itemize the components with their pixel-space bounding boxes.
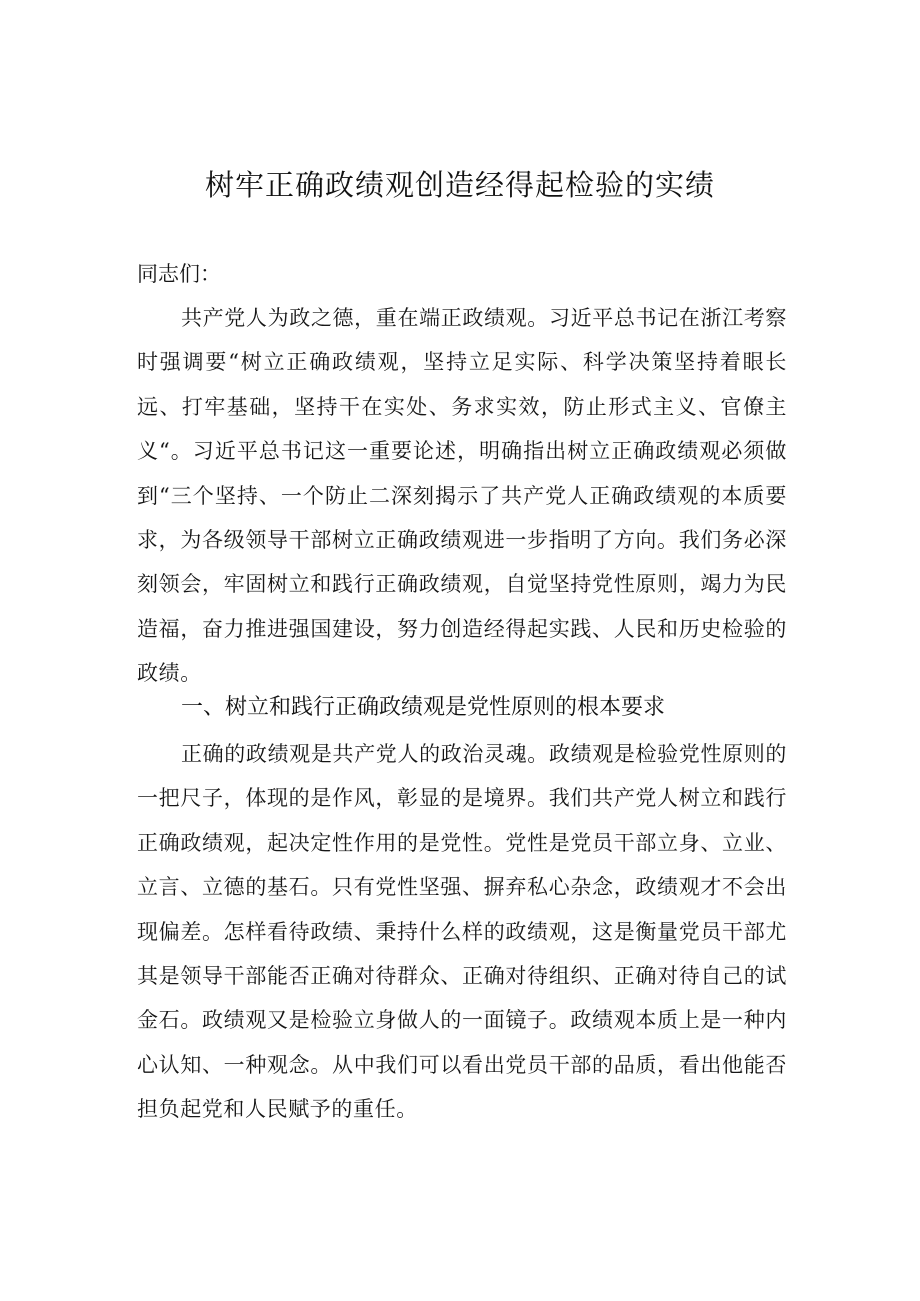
paragraph-intro: 共产党人为政之德，重在端正政绩观。习近平总书记在浙江考察时强调要“树立正确政绩观，坚持立足实际、科学决策坚持着眼长远、打牢基础，坚持干在实处、务求实效，防止形式主义、官僚主义“。习近平总书记这一重要论述，明确指出树立正确政绩观必须做到“三个坚持、一个防止二深刻揭示了共产党人正确政绩观的本质要求，为各级领导干部树立正确政绩观进一步指明了方向。我们务必深刻领会，牢固树立和践行正确政绩观，自觉坚持党性原则，竭力为民造福，奋力推进强国建设，努力创造经得起实践、人民和历史检验的政绩。 (137, 306, 787, 686)
document-title: 树牢正确政绩观创造经得起检验的实绩 (204, 168, 715, 202)
section-heading: 一、树立和践行正确政绩观是党性原则的根本要求 (181, 695, 666, 720)
paragraph-section-one: 正确的政绩观是共产党人的政治灵魂。政绩观是检验党性原则的一把尺子，体现的是作风，彰显的是境界。我们共产党人树立和践行正确政绩观，起决定性作用的是党性。党性是党员干部立身、立业、立言、立德的基石。只有党性坚强、摒弃私心杂念，政绩观才不会出现偏差。怎样看待政绩、秉持什么样的政绩观，这是衡量党员干部尤其是领导干部能否正确对待群众、正确对待组织、正确对待自己的试金石。政绩观又是检验立身做人的一面镜子。政绩观本质上是一种内心认知、一种观念。从中我们可以看出党员干部的品质，看出他能否担负起党和人民赋予的重任。 (137, 742, 787, 1122)
salutation: 同志们： (137, 262, 221, 286)
